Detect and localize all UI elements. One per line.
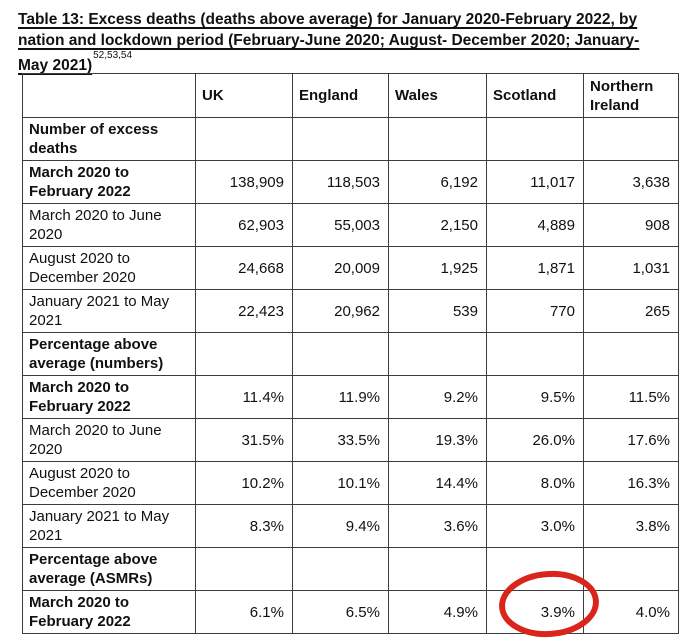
data-cell: 26.0% <box>487 419 584 462</box>
data-cell: 33.5% <box>293 419 389 462</box>
data-cell: 10.1% <box>293 462 389 505</box>
data-cell: 138,909 <box>196 161 293 204</box>
data-cell: 539 <box>389 290 487 333</box>
table-row <box>23 462 679 505</box>
section-header-cell: Percentage above average (numbers) <box>23 333 196 376</box>
title-line-1 <box>18 9 690 30</box>
data-cell: 908 <box>584 204 679 247</box>
data-cell: 1,031 <box>584 247 679 290</box>
table-row <box>23 247 679 290</box>
empty-cell <box>487 548 584 591</box>
row-label-cell: March 2020 to June 2020 <box>23 419 196 462</box>
section-header-cell: Percentage above average (ASMRs) <box>23 548 196 591</box>
data-cell: 17.6% <box>584 419 679 462</box>
section-header-row <box>23 333 679 376</box>
empty-cell <box>389 118 487 161</box>
row-label-cell: March 2020 to February 2022 <box>23 161 196 204</box>
empty-cell <box>584 333 679 376</box>
table-row <box>23 290 679 333</box>
data-cell: 3.6% <box>389 505 487 548</box>
data-cell: 1,871 <box>487 247 584 290</box>
data-cell: 19.3% <box>389 419 487 462</box>
data-cell: 770 <box>487 290 584 333</box>
data-cell: 265 <box>584 290 679 333</box>
column-header-uk: UK <box>196 74 293 118</box>
row-label-cell: January 2021 to May 2021 <box>23 505 196 548</box>
data-cell: 11.5% <box>584 376 679 419</box>
title-text: nation and lockdown period (February-June 2020; August- December 2020; January- <box>18 32 640 49</box>
data-cell: 2,150 <box>389 204 487 247</box>
data-cell: 24,668 <box>196 247 293 290</box>
data-cell: 6,192 <box>389 161 487 204</box>
row-label-cell: August 2020 to December 2020 <box>23 247 196 290</box>
empty-cell <box>487 118 584 161</box>
data-cell: 118,503 <box>293 161 389 204</box>
data-cell: 9.5% <box>487 376 584 419</box>
footnote-references: 52,53,54 <box>93 50 133 61</box>
data-cell: 20,009 <box>293 247 389 290</box>
row-label-cell: January 2021 to May 2021 <box>23 290 196 333</box>
section-header-row <box>23 118 679 161</box>
data-cell: 62,903 <box>196 204 293 247</box>
table-row <box>23 376 679 419</box>
empty-cell <box>584 118 679 161</box>
column-header-england: England <box>293 74 389 118</box>
excess-deaths-table <box>22 73 679 634</box>
column-header-northern-ireland: Northern Ireland <box>584 74 679 118</box>
data-cell: 4,889 <box>487 204 584 247</box>
data-cell: 22,423 <box>196 290 293 333</box>
table-title <box>18 9 690 76</box>
empty-cell <box>196 118 293 161</box>
row-label-cell: August 2020 to December 2020 <box>23 462 196 505</box>
table-body <box>23 118 679 634</box>
data-cell: 1,925 <box>389 247 487 290</box>
section-header-cell: Number of excess deaths <box>23 118 196 161</box>
data-cell: 9.2% <box>389 376 487 419</box>
data-cell: 20,962 <box>293 290 389 333</box>
data-table <box>22 73 679 634</box>
data-cell: 3.0% <box>487 505 584 548</box>
data-cell: 14.4% <box>389 462 487 505</box>
empty-cell <box>196 333 293 376</box>
data-cell: 10.2% <box>196 462 293 505</box>
corner-cell <box>23 74 196 118</box>
data-cell: 8.3% <box>196 505 293 548</box>
column-header-row <box>23 74 679 118</box>
table-row <box>23 204 679 247</box>
empty-cell <box>196 548 293 591</box>
empty-cell <box>293 333 389 376</box>
table-row <box>23 505 679 548</box>
data-cell: 8.0% <box>487 462 584 505</box>
data-cell: 11.9% <box>293 376 389 419</box>
empty-cell <box>584 548 679 591</box>
title-text: May 2021) <box>18 57 93 75</box>
row-label-cell: March 2020 to February 2022 <box>23 591 196 634</box>
data-cell: 3,638 <box>584 161 679 204</box>
table-row <box>23 161 679 204</box>
table-row <box>23 591 679 634</box>
title-line-2 <box>18 30 690 51</box>
empty-cell <box>293 548 389 591</box>
empty-cell <box>487 333 584 376</box>
title-text: Table 13: Excess deaths (deaths above average) for January 2020-February 2022, by <box>18 11 638 28</box>
data-cell: 3.8% <box>584 505 679 548</box>
data-cell: 9.4% <box>293 505 389 548</box>
data-cell: 31.5% <box>196 419 293 462</box>
data-cell: 16.3% <box>584 462 679 505</box>
data-cell: 4.9% <box>389 591 487 634</box>
data-cell: 6.1% <box>196 591 293 634</box>
column-header-wales: Wales <box>389 74 487 118</box>
section-header-row <box>23 548 679 591</box>
table-row <box>23 419 679 462</box>
row-label-cell: March 2020 to June 2020 <box>23 204 196 247</box>
data-cell: 11,017 <box>487 161 584 204</box>
column-header-scotland: Scotland <box>487 74 584 118</box>
data-cell: 11.4% <box>196 376 293 419</box>
circled-value-cell: 3.9% <box>487 591 584 634</box>
data-cell: 55,003 <box>293 204 389 247</box>
data-cell: 4.0% <box>584 591 679 634</box>
empty-cell <box>389 548 487 591</box>
data-cell: 6.5% <box>293 591 389 634</box>
empty-cell <box>389 333 487 376</box>
row-label-cell: March 2020 to February 2022 <box>23 376 196 419</box>
empty-cell <box>293 118 389 161</box>
